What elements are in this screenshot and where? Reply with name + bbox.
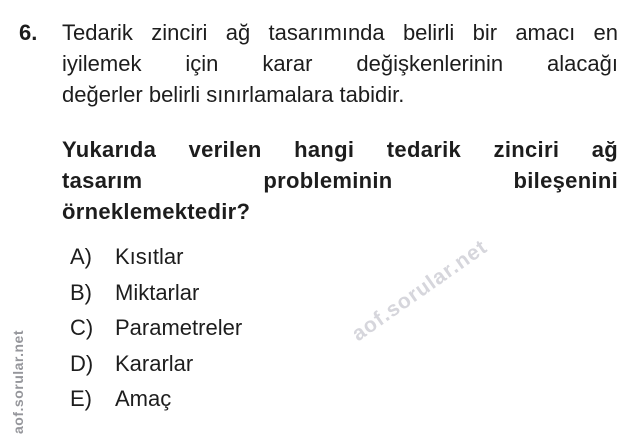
option-letter: B) xyxy=(70,279,92,305)
option-row-d[interactable] xyxy=(70,350,430,378)
question-number: 6. xyxy=(19,20,38,45)
watermark-diagonal: aof.sorular.net xyxy=(347,235,492,346)
question-body xyxy=(62,17,618,110)
question-body-line-3: değerler belirli sınırlamalara tabidir. xyxy=(62,82,405,107)
option-row-e[interactable] xyxy=(70,385,430,413)
option-row-b[interactable] xyxy=(70,279,430,307)
question-body-line-2: iyilemek için karar değişkenlerinin alacağı xyxy=(62,51,618,76)
option-row-a[interactable] xyxy=(70,243,430,271)
option-label: Kısıtlar xyxy=(115,244,184,269)
option-letter: C) xyxy=(70,315,94,340)
question-prompt-line-3: örneklemektedir? xyxy=(62,199,251,224)
option-label: Parametreler xyxy=(115,315,243,340)
option-letter: D) xyxy=(70,350,94,376)
option-letter: E) xyxy=(70,386,92,411)
question-prompt xyxy=(62,134,618,227)
option-letter: A) xyxy=(70,244,92,269)
option-row-c[interactable] xyxy=(70,314,430,342)
question-prompt-line-2: tasarım probleminin bileşenini xyxy=(62,168,618,193)
watermark-left-vertical: aof.sorular.net xyxy=(10,330,26,434)
options-list xyxy=(70,243,430,421)
option-label: Amaç xyxy=(115,386,172,411)
question-body-line-1: Tedarik zinciri ağ tasarımında belirli bir amacı en xyxy=(62,20,618,45)
option-label: Kararlar xyxy=(115,350,194,376)
option-label: Miktarlar xyxy=(115,279,200,305)
question-prompt-line-1: Yukarıda verilen hangi tedarik zinciri ağ xyxy=(62,137,618,162)
